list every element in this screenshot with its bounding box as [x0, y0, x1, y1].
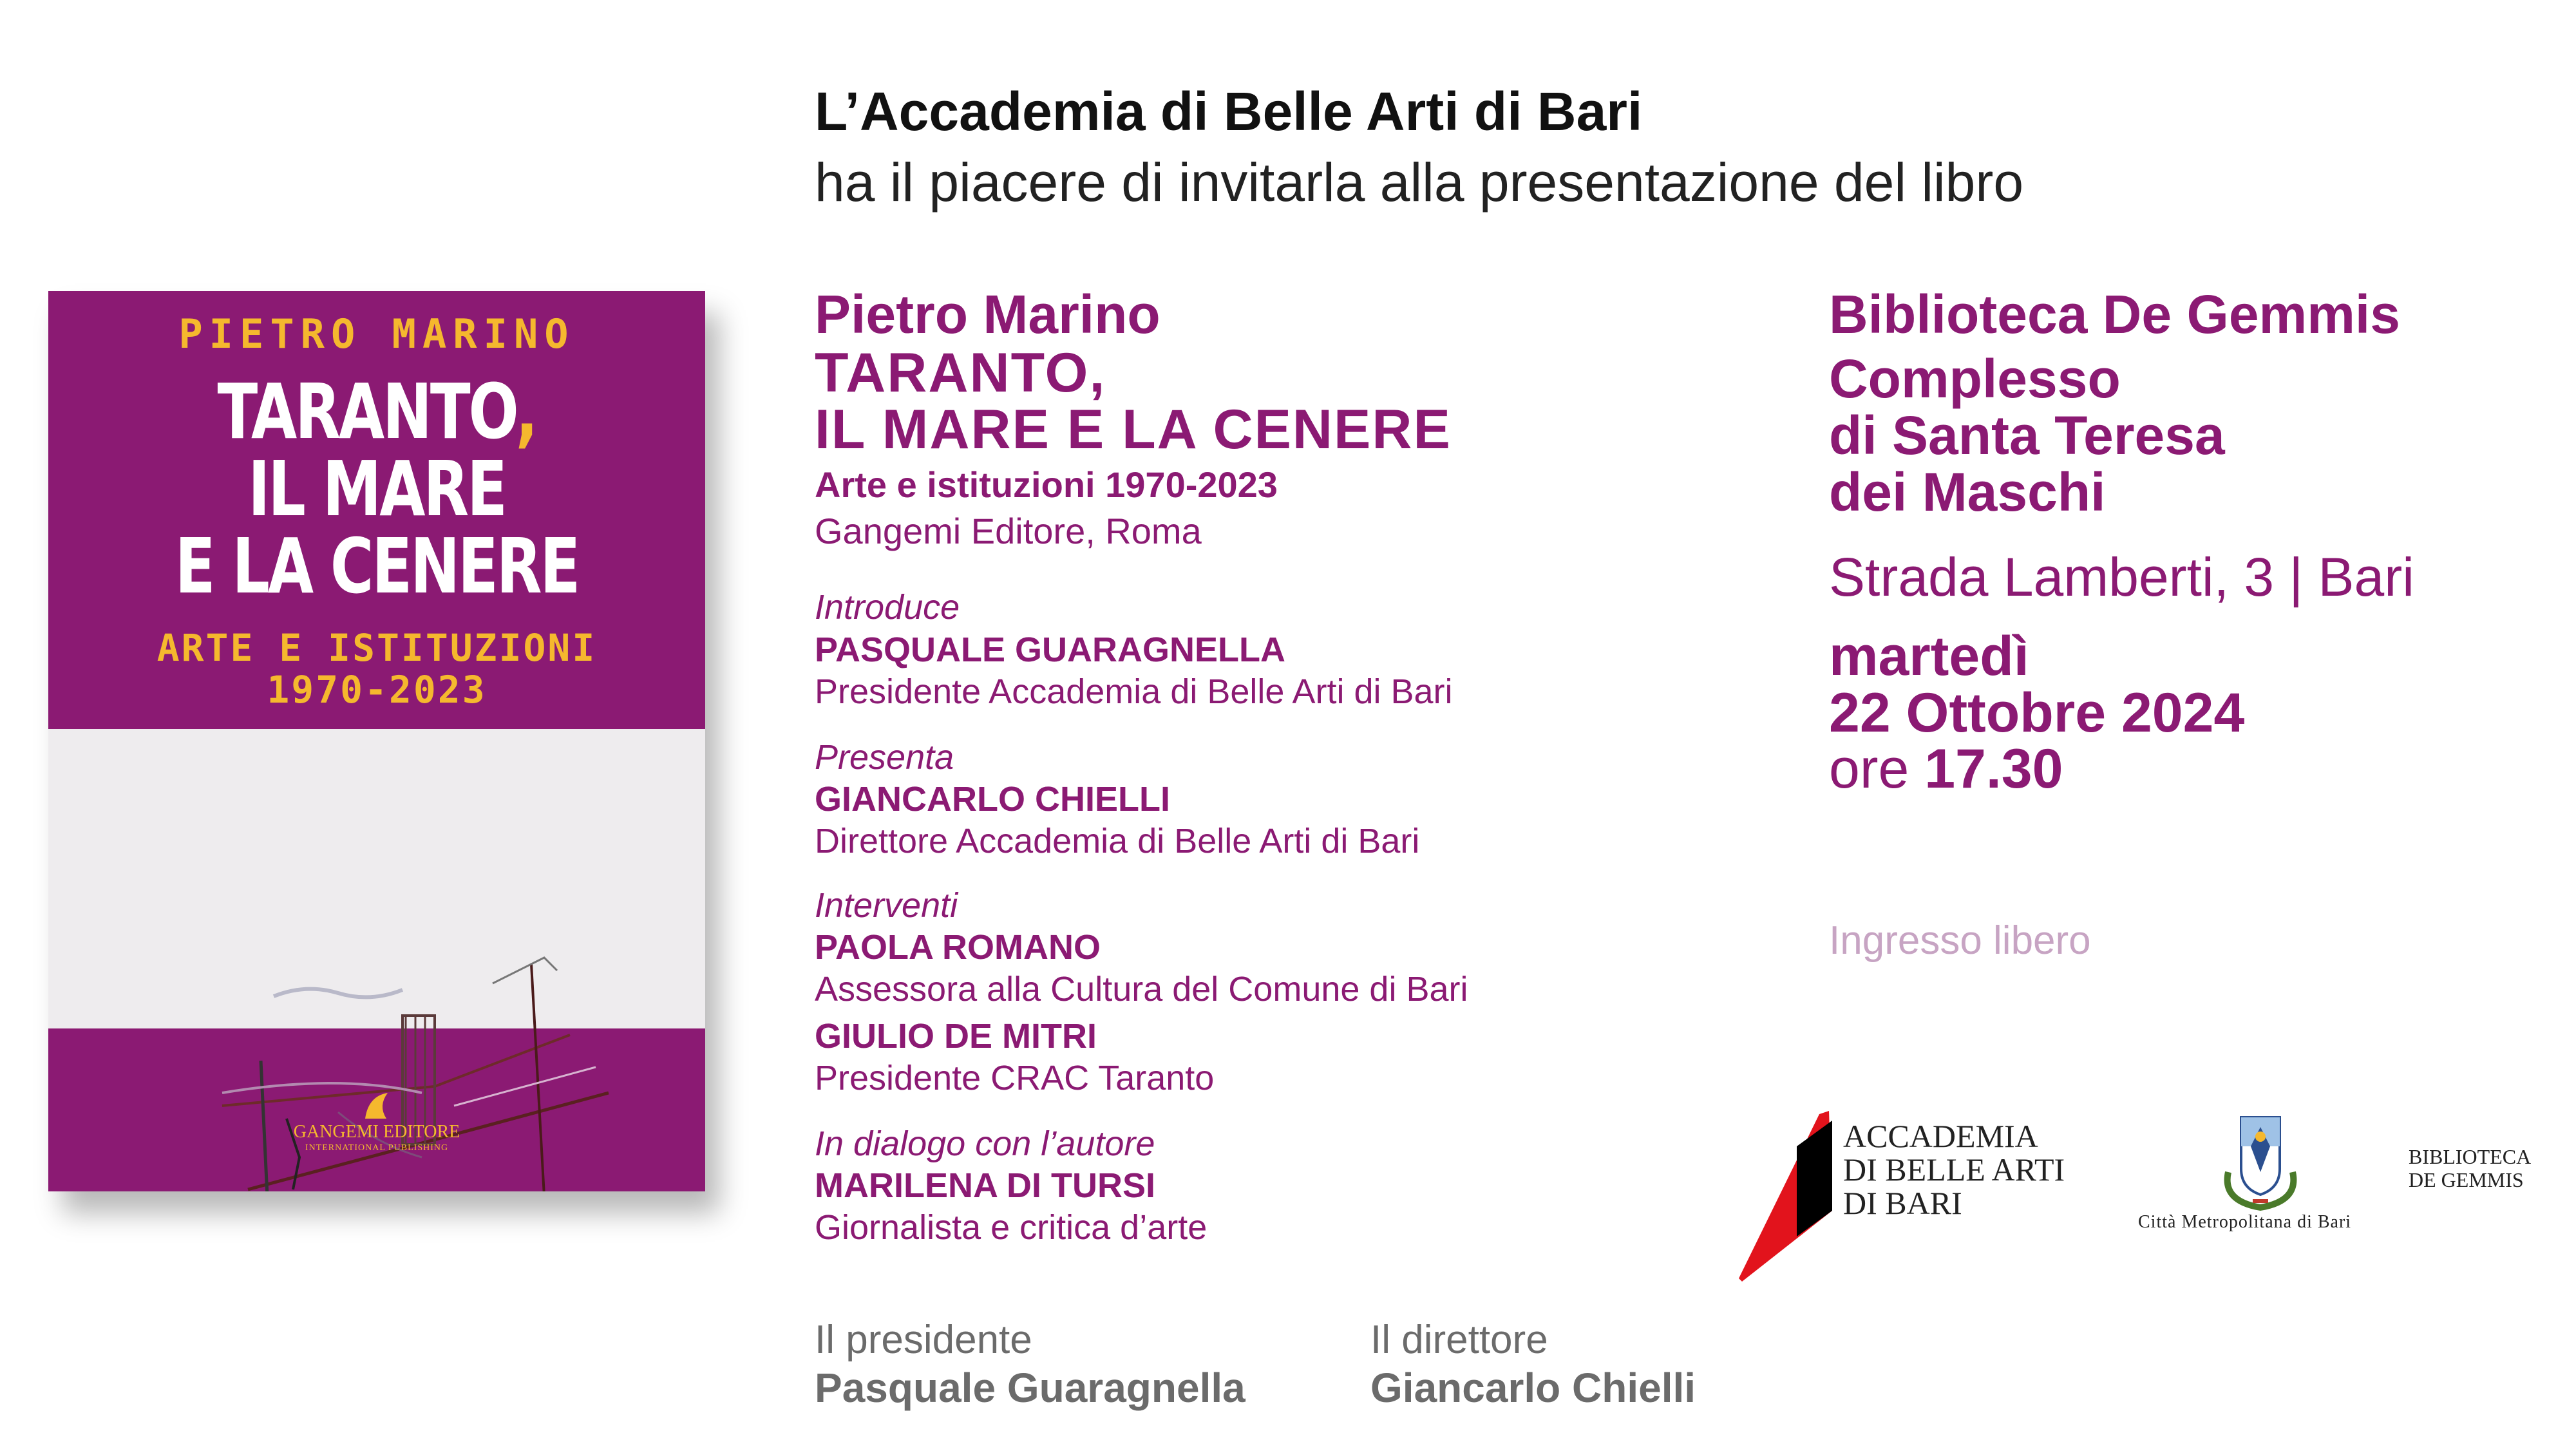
accademia-logo-line2: DI BELLE ARTI: [1843, 1151, 2065, 1188]
invitation-subtitle: ha il piacere di invitarla alla presentazione del libro: [815, 152, 2024, 213]
biblioteca-logo-line2: DE GEMMIS: [2409, 1168, 2524, 1191]
venue-complex-line3: dei Maschi: [1829, 462, 2106, 522]
cover-title-line3: E LA CENERE: [175, 522, 579, 611]
book-cover: [48, 291, 705, 1191]
venue-complex-line1: Complesso: [1829, 348, 2121, 409]
accademia-logo-line1: ACCADEMIA: [1843, 1118, 2038, 1154]
cover-publisher-sub: INTERNATIONAL PUBLISHING: [305, 1143, 449, 1153]
cover-title-text: TARANTO: [217, 367, 516, 456]
cover-subtitle-line2: 1970-2023: [267, 668, 487, 712]
program-desc-guaragnella: Presidente Accademia di Belle Arti di Bari: [815, 672, 1453, 711]
program-role-introduce: Introduce: [815, 588, 960, 627]
program-desc-di-tursi: Giornalista e critica d’arte: [815, 1208, 1208, 1247]
book-title-line2: IL MARE E LA CENERE: [815, 399, 1452, 460]
program-name-di-tursi: MARILENA DI TURSI: [815, 1166, 1155, 1205]
program-name-romano: PAOLA ROMANO: [815, 928, 1101, 967]
program-role-interventi: Interventi: [815, 886, 958, 925]
book-subtitle: Arte e istituzioni 1970-2023: [815, 464, 1278, 505]
book-title-line1: TARANTO,: [815, 342, 1106, 404]
event-time-prefix: ore: [1829, 738, 1909, 800]
program-desc-chielli: Direttore Accademia di Belle Arti di Bari: [815, 822, 1420, 860]
venue-address: Strada Lamberti, 3 | Bari: [1829, 547, 2414, 607]
cover-title-line1: [120, 367, 633, 456]
event-time-value: 17.30: [1924, 738, 2063, 800]
program-name-guaragnella: PASQUALE GUARAGNELLA: [815, 630, 1286, 669]
biblioteca-logo-line1: BIBLIOTECA: [2409, 1145, 2532, 1168]
signature-director-role: Il direttore: [1370, 1318, 1548, 1362]
cover-subtitle-line1: ARTE E ISTITUZIONI: [156, 626, 597, 670]
event-day: martedì: [1829, 625, 2029, 687]
book-author: Pietro Marino: [815, 284, 1160, 345]
event-entry: Ingresso libero: [1829, 918, 2091, 963]
signature-director-name: Giancarlo Chielli: [1370, 1365, 1696, 1411]
venue-complex-line2: di Santa Teresa: [1829, 405, 2225, 466]
accademia-logo-icon: [1736, 1108, 1832, 1288]
program-desc-de-mitri: Presidente CRAC Taranto: [815, 1059, 1215, 1097]
metropolitan-caption: Città Metropolitana di Bari: [2138, 1212, 2352, 1232]
event-date: 22 Ottobre 2024: [1829, 682, 2245, 744]
gangemi-logo-icon: [362, 1090, 392, 1122]
accademia-logo-line3: DI BARI: [1843, 1185, 1962, 1221]
event-time: [1829, 737, 2063, 801]
venue-name: Biblioteca De Gemmis: [1829, 284, 2400, 345]
metropolitan-crest-icon: [2209, 1111, 2312, 1214]
program-desc-romano: Assessora alla Cultura del Comune di Bari: [815, 970, 1468, 1009]
cover-author: PIETRO MARINO: [178, 310, 575, 357]
cover-title-line2: IL MARE: [248, 444, 506, 533]
program-name-de-mitri: GIULIO DE MITRI: [815, 1017, 1097, 1056]
program-role-dialogo: In dialogo con l’autore: [815, 1124, 1155, 1163]
signature-president-role: Il presidente: [815, 1318, 1032, 1362]
program-role-presenta: Presenta: [815, 738, 954, 777]
program-name-chielli: GIANCARLO CHIELLI: [815, 780, 1170, 819]
cover-title-comma: ,: [515, 367, 536, 456]
cover-publisher: GANGEMI EDITORE: [293, 1122, 460, 1142]
cover-sketch-illustration: [209, 945, 621, 1191]
signature-president-name: Pasquale Guaragnella: [815, 1365, 1245, 1411]
invitation-title: L’Accademia di Belle Arti di Bari: [815, 81, 1643, 142]
book-publisher: Gangemi Editore, Roma: [815, 511, 1202, 551]
